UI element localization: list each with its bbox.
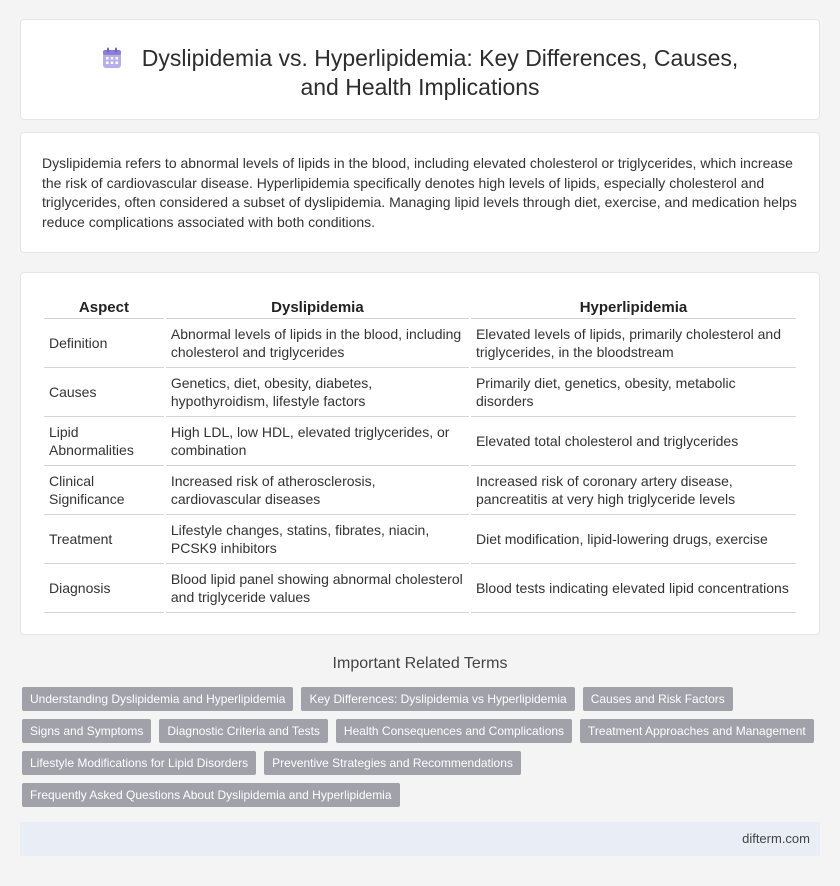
related-term-tag[interactable]: Preventive Strategies and Recommendations [264,751,521,775]
related-term-tag[interactable]: Understanding Dyslipidemia and Hyperlipidemia [22,687,293,711]
page-title [21,44,819,102]
row-aspect: Causes [44,368,164,417]
intro-paragraph: Dyslipidemia refers to abnormal levels of lipids in the blood, including elevated cholesterol or triglycerides, which increase the risk of cardiovascular disease. Hyperlipidemia specifically denotes high levels of lipids, especially cholesterol and triglycerides, often considered a subset of dyslipidemia. Managing lipid levels through diet, exercise, and medication helps reduce complications associated with both conditions. [42,155,797,230]
table-row [44,515,796,564]
row-aspect: Diagnosis [44,564,164,613]
header-aspect: Aspect [44,297,164,319]
related-term-tag[interactable]: Causes and Risk Factors [583,687,733,711]
header-hyperlipidemia: Hyperlipidemia [471,297,796,319]
footer [20,822,820,856]
related-term-tag[interactable]: Lifestyle Modifications for Lipid Disorders [22,751,256,775]
row-aspect: Treatment [44,515,164,564]
header-dyslipidemia: Dyslipidemia [166,297,469,319]
row-hyperlipidemia: Elevated total cholesterol and triglycerides [471,417,796,466]
related-terms-heading: Important Related Terms [332,655,508,672]
table-row [44,417,796,466]
row-hyperlipidemia: Increased risk of coronary artery disease, pancreatitis at very high triglyceride levels [471,466,796,515]
row-hyperlipidemia: Diet modification, lipid-lowering drugs, exercise [471,515,796,564]
row-aspect: Definition [44,319,164,368]
related-terms-list [22,687,822,807]
related-term-tag[interactable]: Frequently Asked Questions About Dyslipidemia and Hyperlipidemia [22,783,400,807]
row-hyperlipidemia: Elevated levels of lipids, primarily cholesterol and triglycerides, in the bloodstream [471,319,796,368]
row-dyslipidemia: Blood lipid panel showing abnormal cholesterol and triglyceride values [166,564,469,613]
footer-site-link[interactable]: difterm.com [742,831,810,846]
row-dyslipidemia: High LDL, low HDL, elevated triglycerides, or combination [166,417,469,466]
table-row [44,466,796,515]
row-aspect: Lipid Abnormalities [44,417,164,466]
row-dyslipidemia: Increased risk of atherosclerosis, cardiovascular diseases [166,466,469,515]
related-term-tag[interactable]: Key Differences: Dyslipidemia vs Hyperlipidemia [301,687,574,711]
calendar-icon [102,47,122,69]
comparison-table-card [20,272,820,635]
row-dyslipidemia: Lifestyle changes, statins, fibrates, niacin, PCSK9 inhibitors [166,515,469,564]
page-title-text: Dyslipidemia vs. Hyperlipidemia: Key Differences, Causes, and Health Implications [141,45,739,100]
related-term-tag[interactable]: Treatment Approaches and Management [580,719,814,743]
intro-card [20,132,820,253]
table-header-row [44,297,796,319]
row-hyperlipidemia: Primarily diet, genetics, obesity, metabolic disorders [471,368,796,417]
title-card [20,19,820,120]
comparison-table [42,297,798,613]
related-term-tag[interactable]: Signs and Symptoms [22,719,151,743]
row-dyslipidemia: Genetics, diet, obesity, diabetes, hypothyroidism, lifestyle factors [166,368,469,417]
row-aspect: Clinical Significance [44,466,164,515]
related-term-tag[interactable]: Health Consequences and Complications [336,719,572,743]
table-row [44,319,796,368]
related-term-tag[interactable]: Diagnostic Criteria and Tests [159,719,328,743]
row-dyslipidemia: Abnormal levels of lipids in the blood, including cholesterol and triglycerides [166,319,469,368]
table-row [44,564,796,613]
table-row [44,368,796,417]
row-hyperlipidemia: Blood tests indicating elevated lipid concentrations [471,564,796,613]
